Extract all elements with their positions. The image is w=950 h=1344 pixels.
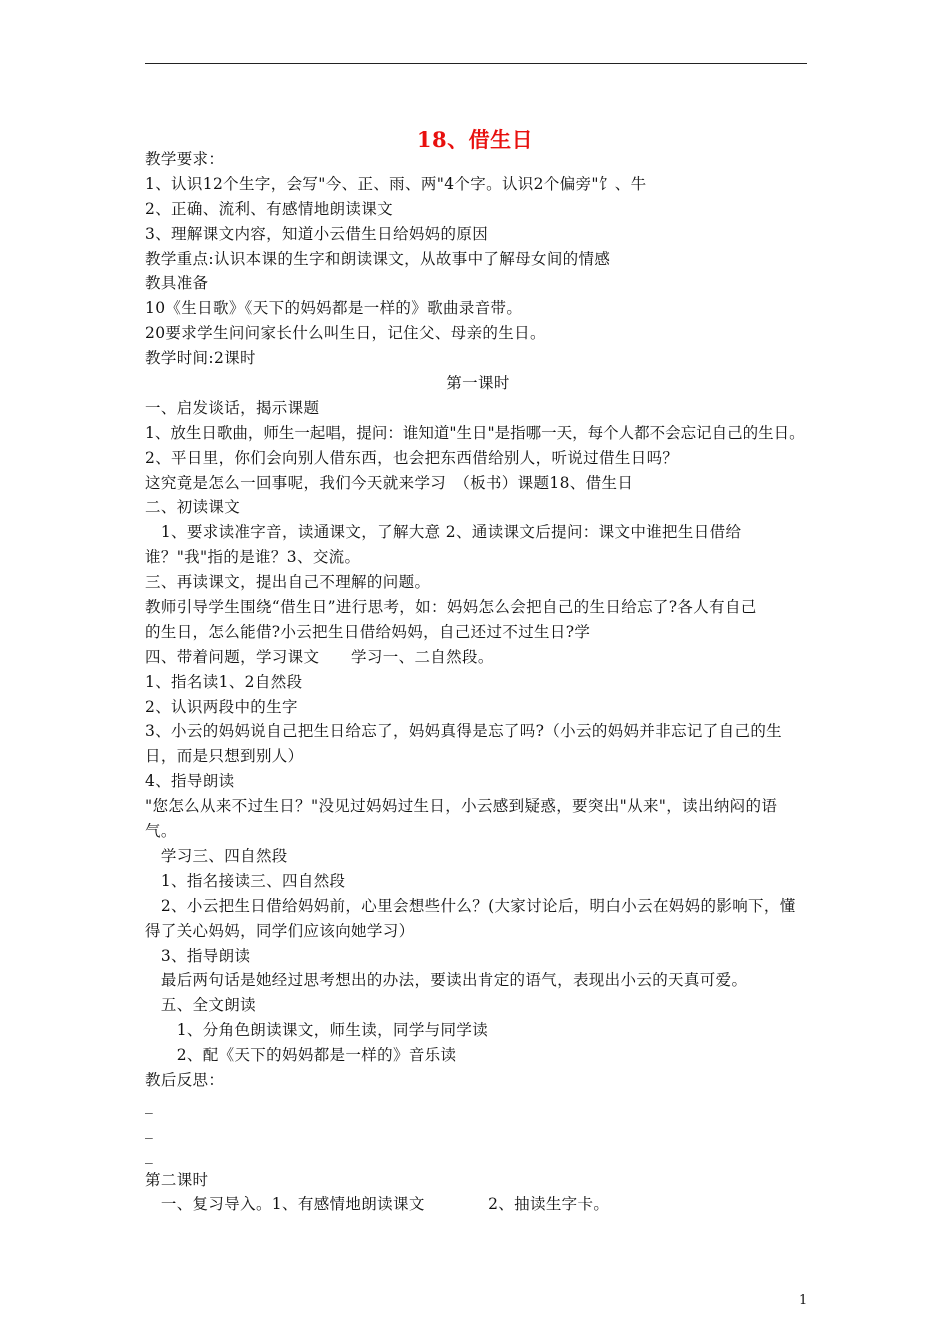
- header-rule: [145, 63, 807, 64]
- text-line: 1、要求读准字音，读通课文，了解大意 2、通读课文后提问：课文中谁把生日借给: [145, 523, 742, 542]
- text-line: 教学重点:认识本课的生字和朗读课文，从故事中了解母女间的情感: [145, 249, 611, 268]
- text-line: "您怎么从来不过生日？"没见过妈妈过生日，小云感到疑惑，要突出"从来"，读出纳闷的语: [145, 797, 778, 816]
- text-line: 1、指名读1、2自然段: [145, 672, 303, 691]
- text-line: 的生日，怎么能借?小云把生日借给妈妈，自己还过不过生日?学: [145, 622, 591, 641]
- text-line: 一、复习导入。1、有感情地朗读课文 2、抽读生字卡。: [145, 1195, 610, 1214]
- text-line: 1、指名接读三、四自然段: [145, 871, 346, 890]
- text-line: 20要求学生问问家长什么叫生日，记住父、母亲的生日。: [145, 324, 546, 343]
- section-heading: 第一课时: [446, 374, 510, 393]
- text-line: 学习三、四自然段: [145, 846, 288, 865]
- text-line: 2、正确、流利、有感情地朗读课文: [145, 199, 393, 218]
- text-line: 二、初读课文: [145, 498, 241, 517]
- text-line: 教学时间:2课时: [145, 349, 256, 368]
- text-line: 1、放生日歌曲，师生一起唱，提问：谁知道"生日"是指哪一天，每个人都不会忘记自己的生日。: [145, 423, 805, 442]
- text-line: 日，而是只想到别人）: [145, 747, 304, 766]
- text-line: 谁？"我"指的是谁？3、交流。: [145, 548, 361, 567]
- text-line: 2、小云把生日借给妈妈前，心里会想些什么？(大家讨论后，明白小云在妈妈的影响下，懂: [145, 896, 796, 915]
- text-line: 四、带着问题，学习课文 学习一、二自然段。: [145, 647, 494, 666]
- text-line: 3、理解课文内容，知道小云借生日给妈妈的原因: [145, 224, 489, 243]
- text-line: 10《生日歌》《天下的妈妈都是一样的》歌曲录音带。: [145, 299, 523, 318]
- blank-underline: _: [145, 1120, 154, 1139]
- page-title: 18、借生日: [416, 127, 534, 152]
- text-line: 这究竟是怎么一回事呢，我们今天就来学习 （板书）课题18、借生日: [145, 473, 634, 492]
- text-line: 1、分角色朗读课文，师生读，同学与同学读: [145, 1021, 489, 1040]
- text-line: 最后两句话是她经过思考想出的办法，要读出肯定的语气，表现出小云的天真可爱。: [145, 971, 748, 990]
- page-number: 1: [799, 1293, 808, 1308]
- text-line: 五、全文朗读: [145, 996, 256, 1015]
- blank-underline: _: [145, 1095, 154, 1114]
- text-line: 气。: [145, 822, 177, 841]
- text-line: 第二课时: [145, 1170, 209, 1189]
- text-line: 4、指导朗读: [145, 772, 235, 791]
- text-line: 教学要求：: [145, 150, 225, 168]
- document-body: [145, 147, 811, 1217]
- text-line: 教具准备: [145, 274, 209, 293]
- text-line: 2、配《天下的妈妈都是一样的》音乐读: [145, 1046, 457, 1065]
- text-line: 2、平日里，你们会向别人借东西，也会把东西借给别人，听说过借生日吗？: [145, 448, 679, 467]
- text-line: 一、启发谈话，揭示课题: [145, 398, 320, 417]
- text-line: 3、指导朗读: [145, 946, 251, 965]
- text-line: 2、认识两段中的生字: [145, 697, 298, 716]
- text-line: 1、认识12个生字，会写"今、正、雨、两"4个字。认识2个偏旁"饣、牛: [145, 174, 647, 193]
- text-line: 教后反思：: [145, 1070, 225, 1089]
- blank-underline: _: [145, 1145, 154, 1164]
- text-line: 得了关心妈妈，同学们应该向她学习）: [145, 921, 415, 940]
- text-line: 3、小云的妈妈说自己把生日给忘了，妈妈真得是忘了吗?（小云的妈妈并非忘记了自己的生: [145, 722, 783, 741]
- text-line: 教师引导学生围绕“借生日”进行思考，如：妈妈怎么会把自己的生日给忘了?各人有自己: [145, 598, 757, 617]
- text-line: 三、再读课文，提出自己不理解的问题。: [145, 573, 431, 592]
